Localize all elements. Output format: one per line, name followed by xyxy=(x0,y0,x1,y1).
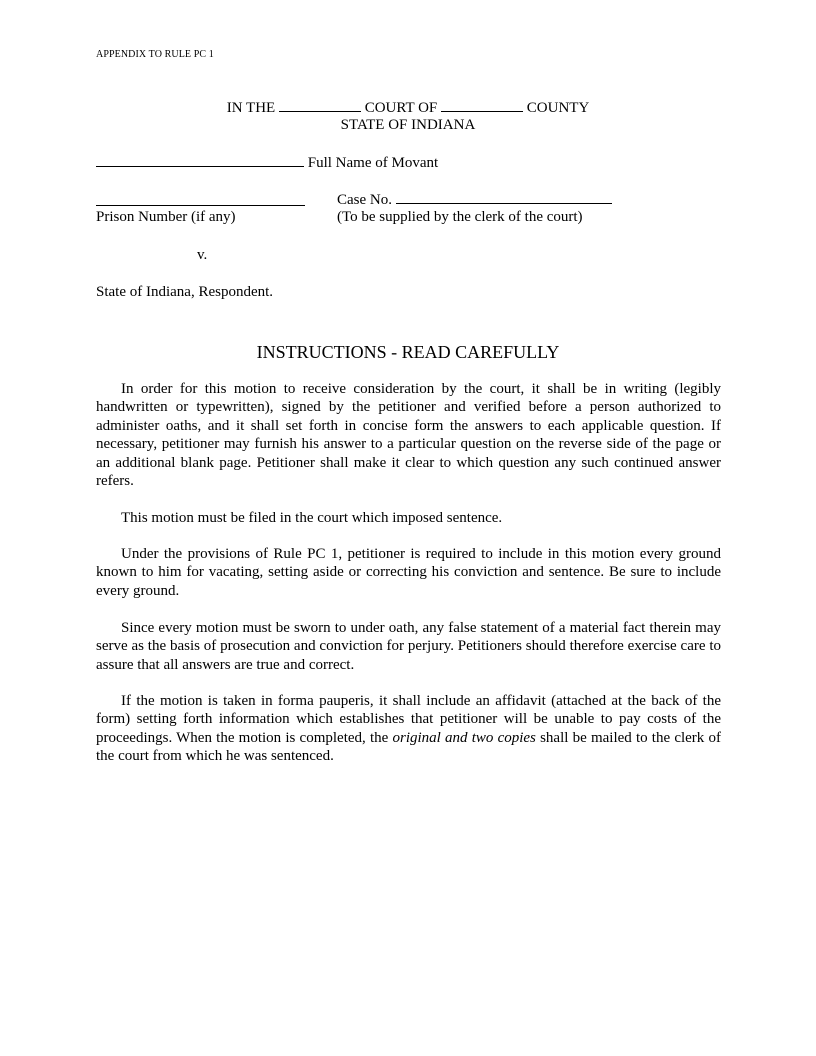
versus-label: v. xyxy=(197,247,208,263)
court-name-blank[interactable] xyxy=(279,98,361,112)
case-no-label: Case No. xyxy=(337,192,392,208)
court-prefix: IN THE xyxy=(226,100,276,116)
court-middle: COURT OF xyxy=(364,100,438,116)
movant-label: Full Name of Movant xyxy=(307,155,439,171)
court-caption-line xyxy=(0,98,816,117)
instructions-paragraph-2: This motion must be filed in the court which imposed sentence. xyxy=(121,510,503,526)
state-heading: STATE OF INDIANA xyxy=(340,117,476,133)
paragraph-5-text-end: shall be mailed to the clerk of the court from which he was sentenced. xyxy=(96,729,721,765)
case-no-row xyxy=(337,190,612,209)
instructions-title: INSTRUCTIONS - READ CAREFULLY xyxy=(256,342,560,362)
appendix-label: APPENDIX TO RULE PC 1 xyxy=(96,49,214,60)
movant-name-blank[interactable] xyxy=(96,153,304,167)
paragraph-5-text: If the motion is taken in forma pauperis, it shall include an affidavit (attached at the back of the form) setting forth information which establishes that petitioner will be unable to pay costs of the proceedings. When the motion is completed, the xyxy=(96,693,721,746)
prison-number-label: Prison Number (if any) xyxy=(96,209,236,225)
prison-number-blank[interactable] xyxy=(96,192,305,206)
instructions-paragraph-3: Under the provisions of Rule PC 1, petitioner is required to include in this motion every ground known to him for vacating, setting aside or correcting his conviction and sentence. Be sure to include every ground. xyxy=(96,546,721,599)
respondent-label: State of Indiana, Respondent. xyxy=(96,284,274,300)
instructions-paragraph-5 xyxy=(96,692,721,766)
case-no-note: (To be supplied by the clerk of the court) xyxy=(337,209,583,225)
instructions-paragraph-4: Since every motion must be sworn to under oath, any false statement of a material fact therein may serve as the basis of prosecution and conviction for perjury. Petitioners should therefore exercise care to assure that all answers are true and correct. xyxy=(96,620,721,673)
case-no-blank[interactable] xyxy=(396,190,612,204)
court-suffix: COUNTY xyxy=(526,100,590,116)
movant-row xyxy=(96,153,438,172)
instructions-paragraph-1: In order for this motion to receive consideration by the court, it shall be in writing (legibly handwritten or typewritten), signed by the petitioner and verified before a person authorized to administer oaths, and it shall set forth in concise form the answers to each applicable question. If necessary, petitioner may furnish his answer to a particular question on the reverse side of the page or an additional blank page. Petitioner shall make it clear to which question any such continued answer refers. xyxy=(96,381,721,490)
original-and-copies-emphasis: original and two copies xyxy=(392,729,536,746)
county-name-blank[interactable] xyxy=(441,98,523,112)
